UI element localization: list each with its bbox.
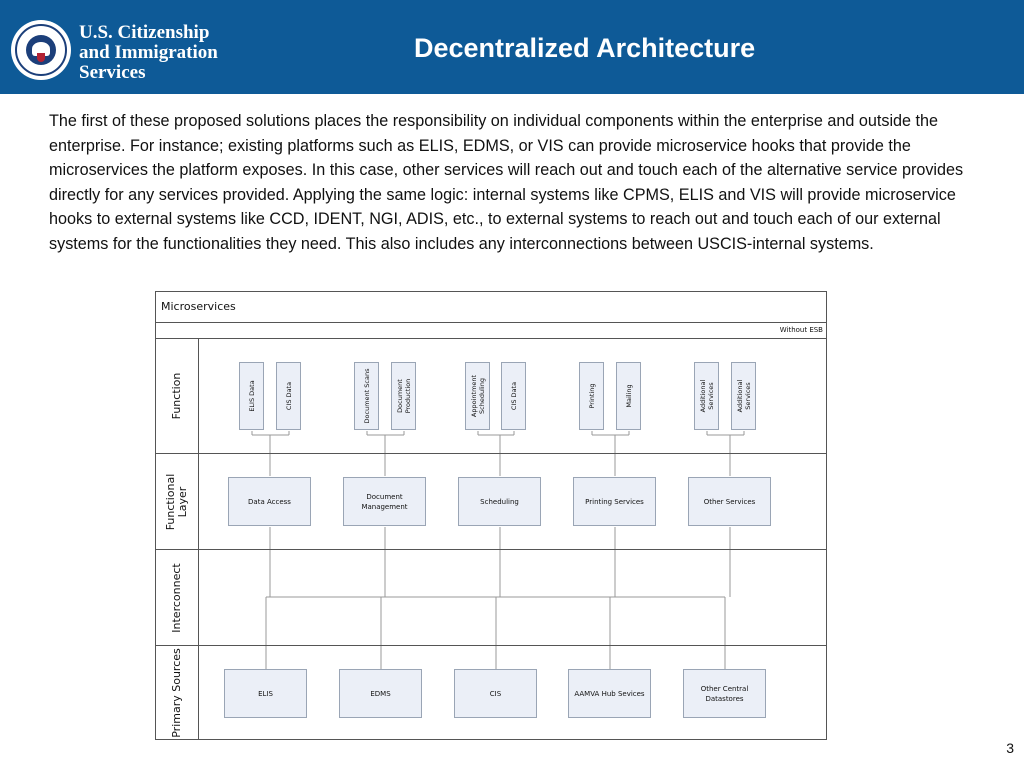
microservices-diagram — [155, 291, 827, 740]
function-box — [579, 362, 604, 430]
function-label: CIS Data — [509, 381, 518, 411]
layer-box: Printing Services — [573, 477, 656, 526]
lane-label-functional-layer: Functional Layer — [164, 473, 189, 530]
function-label: Printing — [587, 383, 596, 409]
lane-label-function: Function — [170, 372, 183, 420]
layer-box: Other Services — [688, 477, 771, 526]
page-title: Decentralized Architecture — [414, 33, 756, 63]
source-box: Other Central Datastores — [683, 669, 766, 718]
function-box — [731, 362, 756, 430]
diagram-subtitle: Without ESB — [156, 323, 826, 339]
function-box — [616, 362, 641, 430]
shield-icon — [37, 53, 45, 62]
function-label: CIS Data — [284, 381, 293, 411]
function-box — [354, 362, 379, 430]
source-box: AAMVA Hub Sevices — [568, 669, 651, 718]
function-label: Appointment Scheduling — [469, 374, 486, 418]
function-box — [391, 362, 416, 430]
agency-line: and Immigration — [79, 42, 218, 63]
layer-box: Document Management — [343, 477, 426, 526]
layer-box: Data Access — [228, 477, 311, 526]
page-number: 3 — [1006, 740, 1014, 756]
agency-line: Services — [79, 62, 146, 83]
function-box — [465, 362, 490, 430]
header-bar — [0, 0, 1024, 94]
source-box: EDMS — [339, 669, 422, 718]
function-box — [501, 362, 526, 430]
function-label: Mailing — [624, 384, 633, 408]
dhs-seal-logo — [11, 20, 71, 80]
function-label: ELIS Data — [247, 380, 256, 412]
lane-label-interconnect: Interconnect — [170, 562, 183, 633]
function-label: Additional Services — [698, 379, 715, 413]
function-box — [694, 362, 719, 430]
layer-box: Scheduling — [458, 477, 541, 526]
lane-label-primary-sources: Primary Sources — [170, 647, 183, 738]
function-box — [239, 362, 264, 430]
function-box — [276, 362, 301, 430]
source-box: ELIS — [224, 669, 307, 718]
function-label: Document Scans — [362, 368, 371, 424]
body-paragraph: The first of these proposed solutions places the responsibility on individual components within the enterprise and outside the enterprise. For instance; existing platforms such as ELIS, EDMS, or VIS can provide microservice hooks that provide the microservices the platform exposes. In this case, other services will reach out and touch each of the alternative service provides directly for any services provided. Applying the same logic: internal systems like CPMS, ELIS and VIS will provide microservice hooks to external systems like CCD, IDENT, NGI, ADIS, etc., to external systems to reach out and touch each of our external systems for the functionalities they need. This also includes any interconnections between USCIS-internal systems. — [49, 112, 964, 253]
agency-name — [79, 23, 218, 83]
function-label: Additional Services — [735, 379, 752, 413]
lane-interconnect — [156, 550, 826, 646]
agency-line: U.S. Citizenship — [79, 22, 210, 43]
function-label: Document Production — [395, 378, 412, 414]
diagram-title: Microservices — [156, 292, 826, 323]
source-box: CIS — [454, 669, 537, 718]
